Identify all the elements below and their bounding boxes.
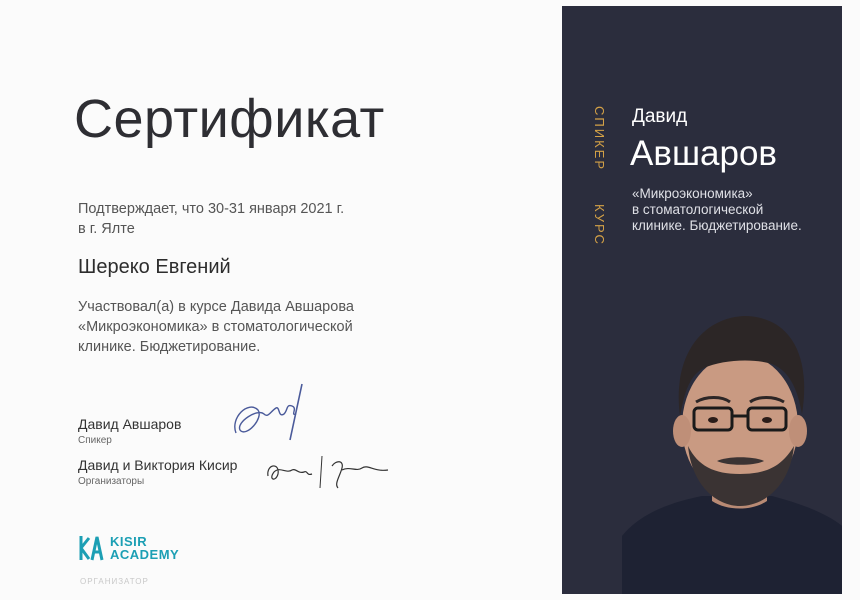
course-title xyxy=(632,186,832,234)
course-title-line: «Микроэкономика» xyxy=(632,186,753,201)
certificate-title: Сертификат xyxy=(74,89,385,149)
confirmation-text xyxy=(78,199,344,239)
logo-text-line: KISIR xyxy=(110,534,148,549)
recipient-name: Шереко Евгений xyxy=(78,256,231,278)
participation-text xyxy=(78,297,438,357)
signer-role: Спикер xyxy=(78,435,112,446)
vertical-label-course: КУРС xyxy=(592,204,607,246)
course-title-line: в стоматологической xyxy=(632,202,764,217)
confirmation-city-line: в г. Ялте xyxy=(78,221,135,237)
speaker-signature xyxy=(228,378,318,448)
participation-line: «Микроэкономика» в стоматологической xyxy=(78,319,353,335)
logo-text-line: ACADEMY xyxy=(110,547,180,562)
kisir-academy-logo xyxy=(78,533,179,563)
course-title-line: клинике. Бюджетирование. xyxy=(632,218,802,233)
signer-name: Давид и Виктория Кисир xyxy=(78,457,238,473)
speaker-last-name: Авшаров xyxy=(630,134,778,173)
participation-line: Участвовал(а) в курсе Давида Авшарова xyxy=(78,299,354,315)
signer-role: Организаторы xyxy=(78,476,145,487)
speaker-panel xyxy=(562,6,842,594)
kisir-logo-icon xyxy=(78,533,104,563)
participation-line: клинике. Бюджетирование. xyxy=(78,339,261,355)
signer-name: Давид Авшаров xyxy=(78,416,182,432)
signer-organizers xyxy=(78,457,237,487)
vertical-label-speaker: СПИКЕР xyxy=(592,106,607,171)
speaker-portrait xyxy=(622,296,842,594)
organizer-label: ОРГАНИЗАТОР xyxy=(80,577,149,586)
signer-speaker xyxy=(78,416,181,446)
organizers-signature xyxy=(262,444,392,494)
confirmation-date-line: Подтверждает, что 30-31 января 2021 г. xyxy=(78,201,345,217)
speaker-first-name: Давид xyxy=(632,106,688,127)
